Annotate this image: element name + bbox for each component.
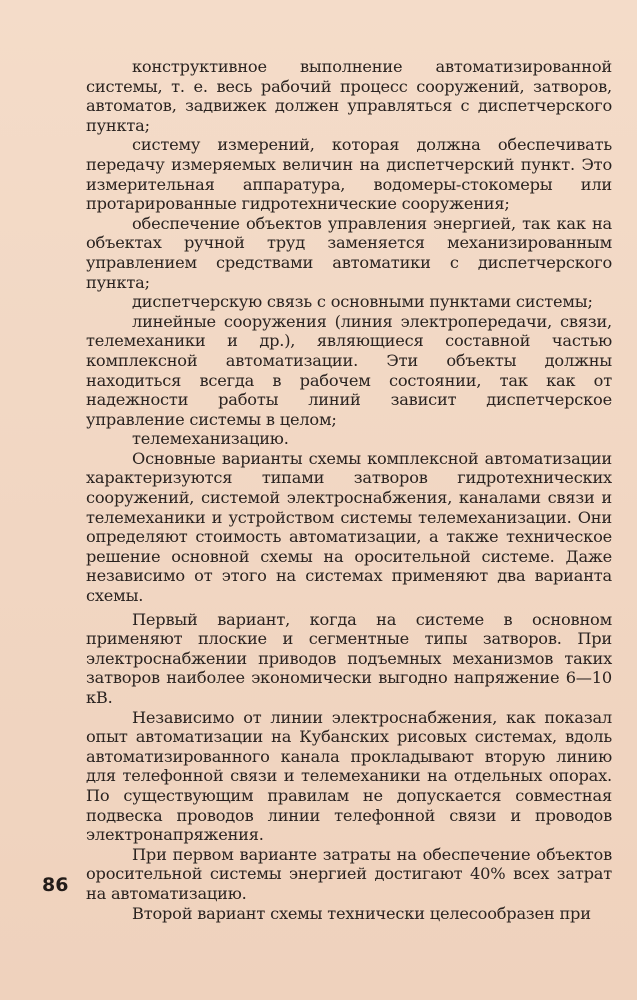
paragraph-10: При первом варианте затраты на обеспечение объектов оросительной системы энергией достигают 40% всех затрат на автоматизацию. [86, 844, 612, 903]
page-number: 86 [42, 874, 69, 896]
paragraph-4: диспетчерскую связь с основными пунктами системы; [132, 292, 593, 312]
paragraph-7: Основные варианты схемы комплексной автоматизации характеризуются типами затворов гидротехнических сооружений, системой электроснабжения, каналами связи и телемеханики и устройством системы телемеханизации. Они определяют стоимость автоматизации, а также техническое решение основной схемы на оросительной системе. Даже независимо от этого на системах применяют два варианта схемы. [86, 448, 612, 606]
paragraph-3: обеспечение объектов управления энергией, так как на объектах ручной труд заменяется механизированным управлением средствами автоматики с диспетчерского пункта; [86, 213, 612, 292]
page-text [86, 57, 612, 923]
paragraph-6: телемеханизацию. [132, 429, 289, 449]
paragraph-11: Второй вариант схемы технически целесообразен при [132, 903, 591, 923]
paragraph-2: систему измерений, которая должна обеспечивать передачу измеряемых величин на диспетчерский пункт. Это измерительная аппаратура, водомеры-стокомеры или протарированные гидротехнические сооружения; [86, 135, 612, 214]
paragraph-9: Независимо от линии электроснабжения, как показал опыт автоматизации на Кубанских рисовых системах, вдоль автоматизированного канала прокладывают вторую линию для телефонной связи и телемеханики на отдельных опорах. По существующим правилам не допускается совместная подвеска проводов линии телефонной связи и проводов электронапряжения. [86, 707, 612, 845]
paragraph-1: конструктивное выполнение автоматизированной системы, т. е. весь рабочий процесс сооружений, затворов, автоматов, задвижек должен управляться с диспетчерского пункта; [86, 57, 612, 135]
paragraph-8: Первый вариант, когда на системе в основном применяют плоские и сегментные типы затворов. При электроснабжении приводов подъемных механизмов таких затворов наиболее экономически выгодно напряжение 6—10 кВ. [86, 609, 612, 707]
paragraph-5: линейные сооружения (линия электропередачи, связи, телемеханики и др.), являющиеся составной частью комплексной автоматизации. Эти объекты должны находиться всегда в рабочем состоянии, так как от надежности работы линий зависит диспетчерское управление системы в целом; [86, 311, 612, 429]
